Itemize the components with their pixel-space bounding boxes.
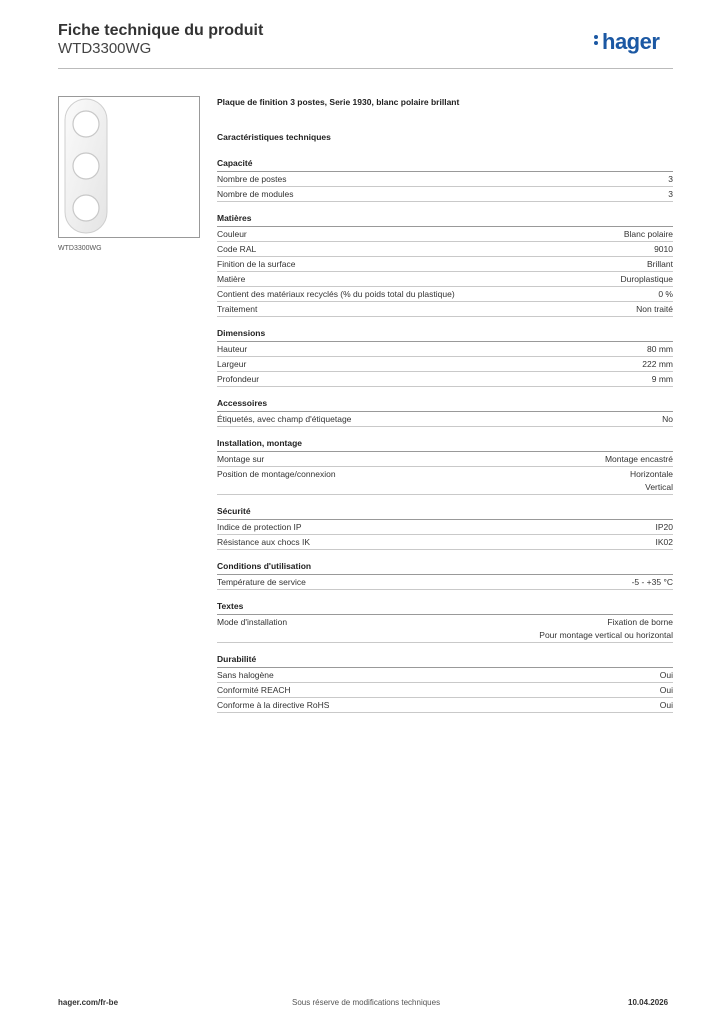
spec-value (660, 669, 673, 682)
spec-label: Profondeur (217, 374, 260, 384)
spec-value (656, 536, 674, 549)
spec-label: Conforme à la directive RoHS (217, 700, 330, 710)
spec-value (624, 228, 673, 241)
footer-disclaimer: Sous réserve de modifications techniques (292, 998, 441, 1007)
logo-text: hager (602, 29, 660, 54)
spec-label: Mode d'installation (217, 617, 288, 627)
spec-value-line: 9 mm (651, 374, 673, 384)
spec-label: Contient des matériaux recyclés (% du poids total du plastique) (217, 289, 455, 299)
spec-value (630, 468, 673, 494)
spec-row (217, 227, 673, 242)
spec-value-line: Montage encastré (604, 454, 673, 464)
spec-row (217, 683, 673, 698)
spec-value (662, 413, 673, 426)
spec-value-line: Duroplastique (620, 274, 673, 284)
spec-value (632, 576, 673, 589)
spec-value (660, 699, 673, 712)
spec-value-line: IK02 (655, 537, 673, 547)
spec-row (217, 302, 673, 317)
spec-value (647, 258, 673, 271)
spec-row (217, 467, 673, 495)
spec-value-line: 9010 (654, 244, 673, 254)
spec-value-line: Oui (659, 670, 673, 680)
spec-row (217, 257, 673, 272)
spec-row (217, 615, 673, 643)
spec-label: Indice de protection IP (217, 522, 302, 532)
spec-row (217, 535, 673, 550)
product-code: WTD3300WG (58, 40, 152, 57)
spec-value-line: Blanc polaire (623, 229, 673, 239)
spec-section (217, 600, 673, 643)
spec-section (217, 397, 673, 427)
spec-row (217, 272, 673, 287)
spec-row (217, 452, 673, 467)
spec-section (217, 505, 673, 550)
spec-label: Montage sur (217, 454, 265, 464)
spec-value (668, 188, 673, 201)
spec-value-line: Pour montage vertical ou horizontal (539, 630, 673, 640)
spec-section (217, 212, 673, 317)
section-title: Dimensions (217, 327, 673, 342)
spec-row (217, 412, 673, 427)
spec-row (217, 172, 673, 187)
spec-row (217, 575, 673, 590)
spec-label: Sans halogène (217, 670, 274, 680)
spec-row (217, 372, 673, 387)
spec-row (217, 698, 673, 713)
spec-value (658, 288, 673, 301)
spec-label: Nombre de modules (217, 189, 294, 199)
spec-value-line: No (662, 414, 673, 424)
spec-label: Couleur (217, 229, 247, 239)
spec-label: Code RAL (217, 244, 257, 254)
spec-row (217, 342, 673, 357)
spec-value (605, 453, 673, 466)
spec-value (539, 616, 673, 642)
spec-value-line: Oui (659, 700, 673, 710)
spec-sections (217, 157, 673, 713)
section-title: Capacité (217, 157, 673, 172)
spec-label: Hauteur (217, 344, 248, 354)
spec-value-line: Brillant (647, 259, 673, 269)
spec-label: Largeur (217, 359, 247, 369)
spec-value (668, 173, 673, 186)
logo-dots-icon (594, 33, 599, 47)
characteristics-title: Caractéristiques techniques (217, 132, 331, 142)
spec-value-line: 80 mm (647, 344, 673, 354)
spec-value-line: Fixation de borne (607, 617, 673, 627)
spec-value-line: 3 (668, 174, 673, 184)
spec-value (621, 273, 673, 286)
spec-value (647, 343, 673, 356)
section-title: Durabilité (217, 653, 673, 668)
spec-value-line: Vertical (645, 482, 673, 492)
section-title: Sécurité (217, 505, 673, 520)
image-caption: WTD3300WG (58, 245, 102, 252)
spec-value (654, 243, 673, 256)
spec-value (660, 684, 673, 697)
spec-label: Finition de la surface (217, 259, 296, 269)
spec-label: Matière (217, 274, 246, 284)
footer-website: hager.com/fr-be (58, 998, 119, 1007)
spec-row (217, 187, 673, 202)
spec-value-line: -5 - +35 °C (631, 577, 673, 587)
spec-row (217, 520, 673, 535)
section-title: Installation, montage (217, 437, 673, 452)
spec-value-line: 3 (668, 189, 673, 199)
spec-row (217, 287, 673, 302)
spec-value-line: Horizontale (630, 469, 673, 479)
section-title: Accessoires (217, 397, 673, 412)
section-title: Conditions d'utilisation (217, 560, 673, 575)
spec-value-line: 222 mm (642, 359, 673, 369)
spec-value (652, 373, 673, 386)
page-title: Fiche technique du produit (58, 22, 264, 39)
spec-label: Traitement (217, 304, 258, 314)
spec-label: Position de montage/connexion (217, 469, 336, 479)
spec-label: Conformité REACH (217, 685, 291, 695)
spec-value-line: Non traité (636, 304, 673, 314)
product-details (217, 96, 673, 723)
hager-logo (594, 29, 659, 55)
spec-value-line: 0 % (658, 289, 673, 299)
spec-section (217, 653, 673, 713)
spec-label: Résistance aux chocs IK (217, 537, 311, 547)
spec-section (217, 560, 673, 590)
spec-row (217, 668, 673, 683)
spec-label: Étiquetés, avec champ d'étiquetage (217, 414, 352, 424)
product-image (58, 96, 200, 238)
spec-section (217, 437, 673, 495)
section-title: Matières (217, 212, 673, 227)
spec-row (217, 357, 673, 372)
product-description: Plaque de finition 3 postes, Serie 1930, blanc polaire brillant (217, 97, 460, 107)
spec-value (642, 358, 673, 371)
spec-value-line: IP20 (655, 522, 673, 532)
section-title: Textes (217, 600, 673, 615)
spec-label: Nombre de postes (217, 174, 287, 184)
spec-row (217, 242, 673, 257)
spec-value (656, 521, 674, 534)
header-divider (58, 68, 673, 69)
footer-date: 10.04.2026 (628, 998, 669, 1007)
spec-section (217, 327, 673, 387)
spec-label: Température de service (217, 577, 306, 587)
spec-section (217, 157, 673, 202)
wall-plate-illustration-icon (59, 97, 199, 237)
spec-value (636, 303, 673, 316)
spec-value-line: Oui (659, 685, 673, 695)
